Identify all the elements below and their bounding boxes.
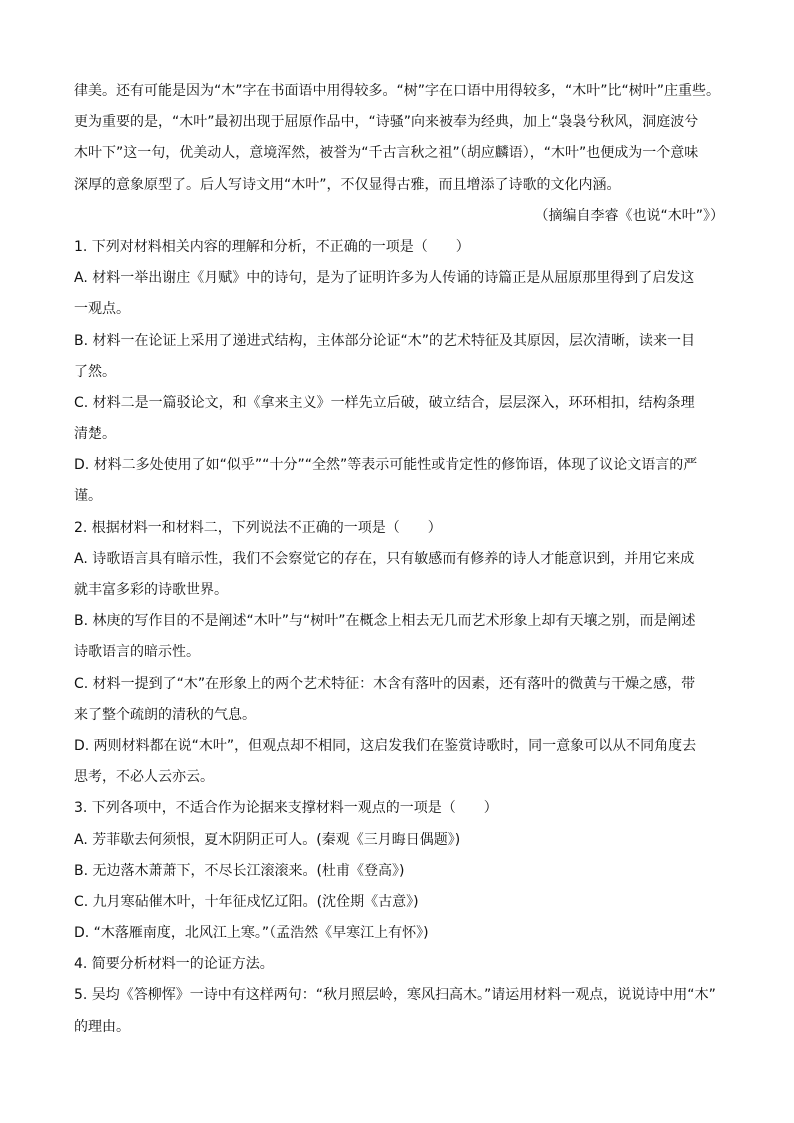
question-2-option-b-cont: 诗歌语言的暗示性。 [74,644,200,661]
question-2-option-a-cont: 就丰富多彩的诗歌世界。 [74,582,228,598]
question-1-stem: 1. 下列对材料相关内容的理解和分析，不正确的一项是（ ） [74,238,470,255]
question-1-option-d-cont: 谨。 [74,488,102,505]
document-page [74,76,764,1043]
question-5-stem: 5. 吴均《答柳恽》一诗中有这样两句：“秋月照层岭，寒风扫高木。”请运用材料一观点，说说诗中用“木” [74,987,716,1004]
question-3-stem: 3. 下列各项中，不适合作为论据来支撑材料一观点的一项是（ ） [74,800,498,817]
question-3-option-c: C. 九月寒砧催木叶，十年征戍忆辽阳。(沈佺期《古意》) [74,893,419,910]
question-1-option-a: A. 材料一举出谢庄《月赋》中的诗句，是为了证明许多为人传诵的诗篇正是从屈原那里得到了启发这 [74,270,695,287]
question-3-option-b: B. 无边落木萧萧下，不尽长江滚滚来。(杜甫《登高》) [74,862,405,879]
question-1-option-b: B. 材料一在论证上采用了递进式结构，主体部分论证“木”的艺术特征及其原因，层次清晰，读来一目 [74,332,696,349]
question-2-option-d-cont: 思考，不必人云亦云。 [74,769,214,786]
question-3-option-d: D. “木落雁南度，北风江上寒。”（孟浩然《早寒江上有怀》) [74,925,429,942]
question-5-stem-cont: 的理由。 [74,1018,130,1035]
question-1-option-a-cont: 一观点。 [74,301,130,318]
passage-line: 更为重要的是，“木叶”最初出现于屈原作品中，“诗骚”向来被奉为经典，加上“袅袅兮秋风，洞庭波兮 [74,114,699,131]
passage-source: （摘编自李睿《也说“木叶”》） [534,207,724,224]
question-1-option-d: D. 材料二多处使用了如“似乎”“十分”“全然”等表示可能性或肯定性的修饰语，体现了议论文语言的严 [74,457,698,474]
question-2-option-c: C. 材料一提到了“木”在形象上的两个艺术特征：木含有落叶的因素，还有落叶的微黄与干燥之感，带 [74,675,696,692]
question-1-option-c-cont: 清楚。 [74,426,116,443]
question-2-option-d: D. 两则材料都在说“木叶”，但观点却不相同，这启发我们在鉴赏诗歌时，同一意象可以从不同角度去 [74,737,697,754]
question-2-option-a: A. 诗歌语言具有暗示性，我们不会察觉它的存在，只有敏感而有修养的诗人才能意识到，并用它来成 [74,550,695,567]
passage-line: 木叶下”这一句，优美动人，意境浑然，被誉为“千古言秋之祖”（胡应麟语），“木叶”也便成为一个意味 [74,145,699,162]
question-1-option-b-cont: 了然。 [74,363,116,380]
question-1-option-c: C. 材料二是一篇驳论文，和《拿来主义》一样先立后破，破立结合，层层深入，环环相扣，结构条理 [74,394,695,411]
passage-line: 律美。还有可能是因为“木”字在书面语中用得较多。“树”字在口语中用得较多，“木叶”比“树叶”庄重些。 [74,83,721,99]
question-2-stem: 2. 根据材料一和材料二，下列说法不正确的一项是（ ） [74,519,442,536]
passage-line: 深厚的意象原型了。后人写诗文用“木叶”，不仅显得古雅，而且增添了诗歌的文化内涵。 [74,176,621,193]
question-4-stem: 4. 简要分析材料一的论证方法。 [74,956,274,973]
question-2-option-b: B. 林庚的写作目的不是阐述“木叶”与“树叶”在概念上相去无几而艺术形象上却有天壤之别，而是阐述 [74,613,696,630]
question-2-option-c-cont: 来了整个疏朗的清秋的气息。 [74,706,256,723]
question-3-option-a: A. 芳菲歇去何须恨，夏木阴阴正可人。(秦观《三月晦日偶题》) [74,831,461,848]
